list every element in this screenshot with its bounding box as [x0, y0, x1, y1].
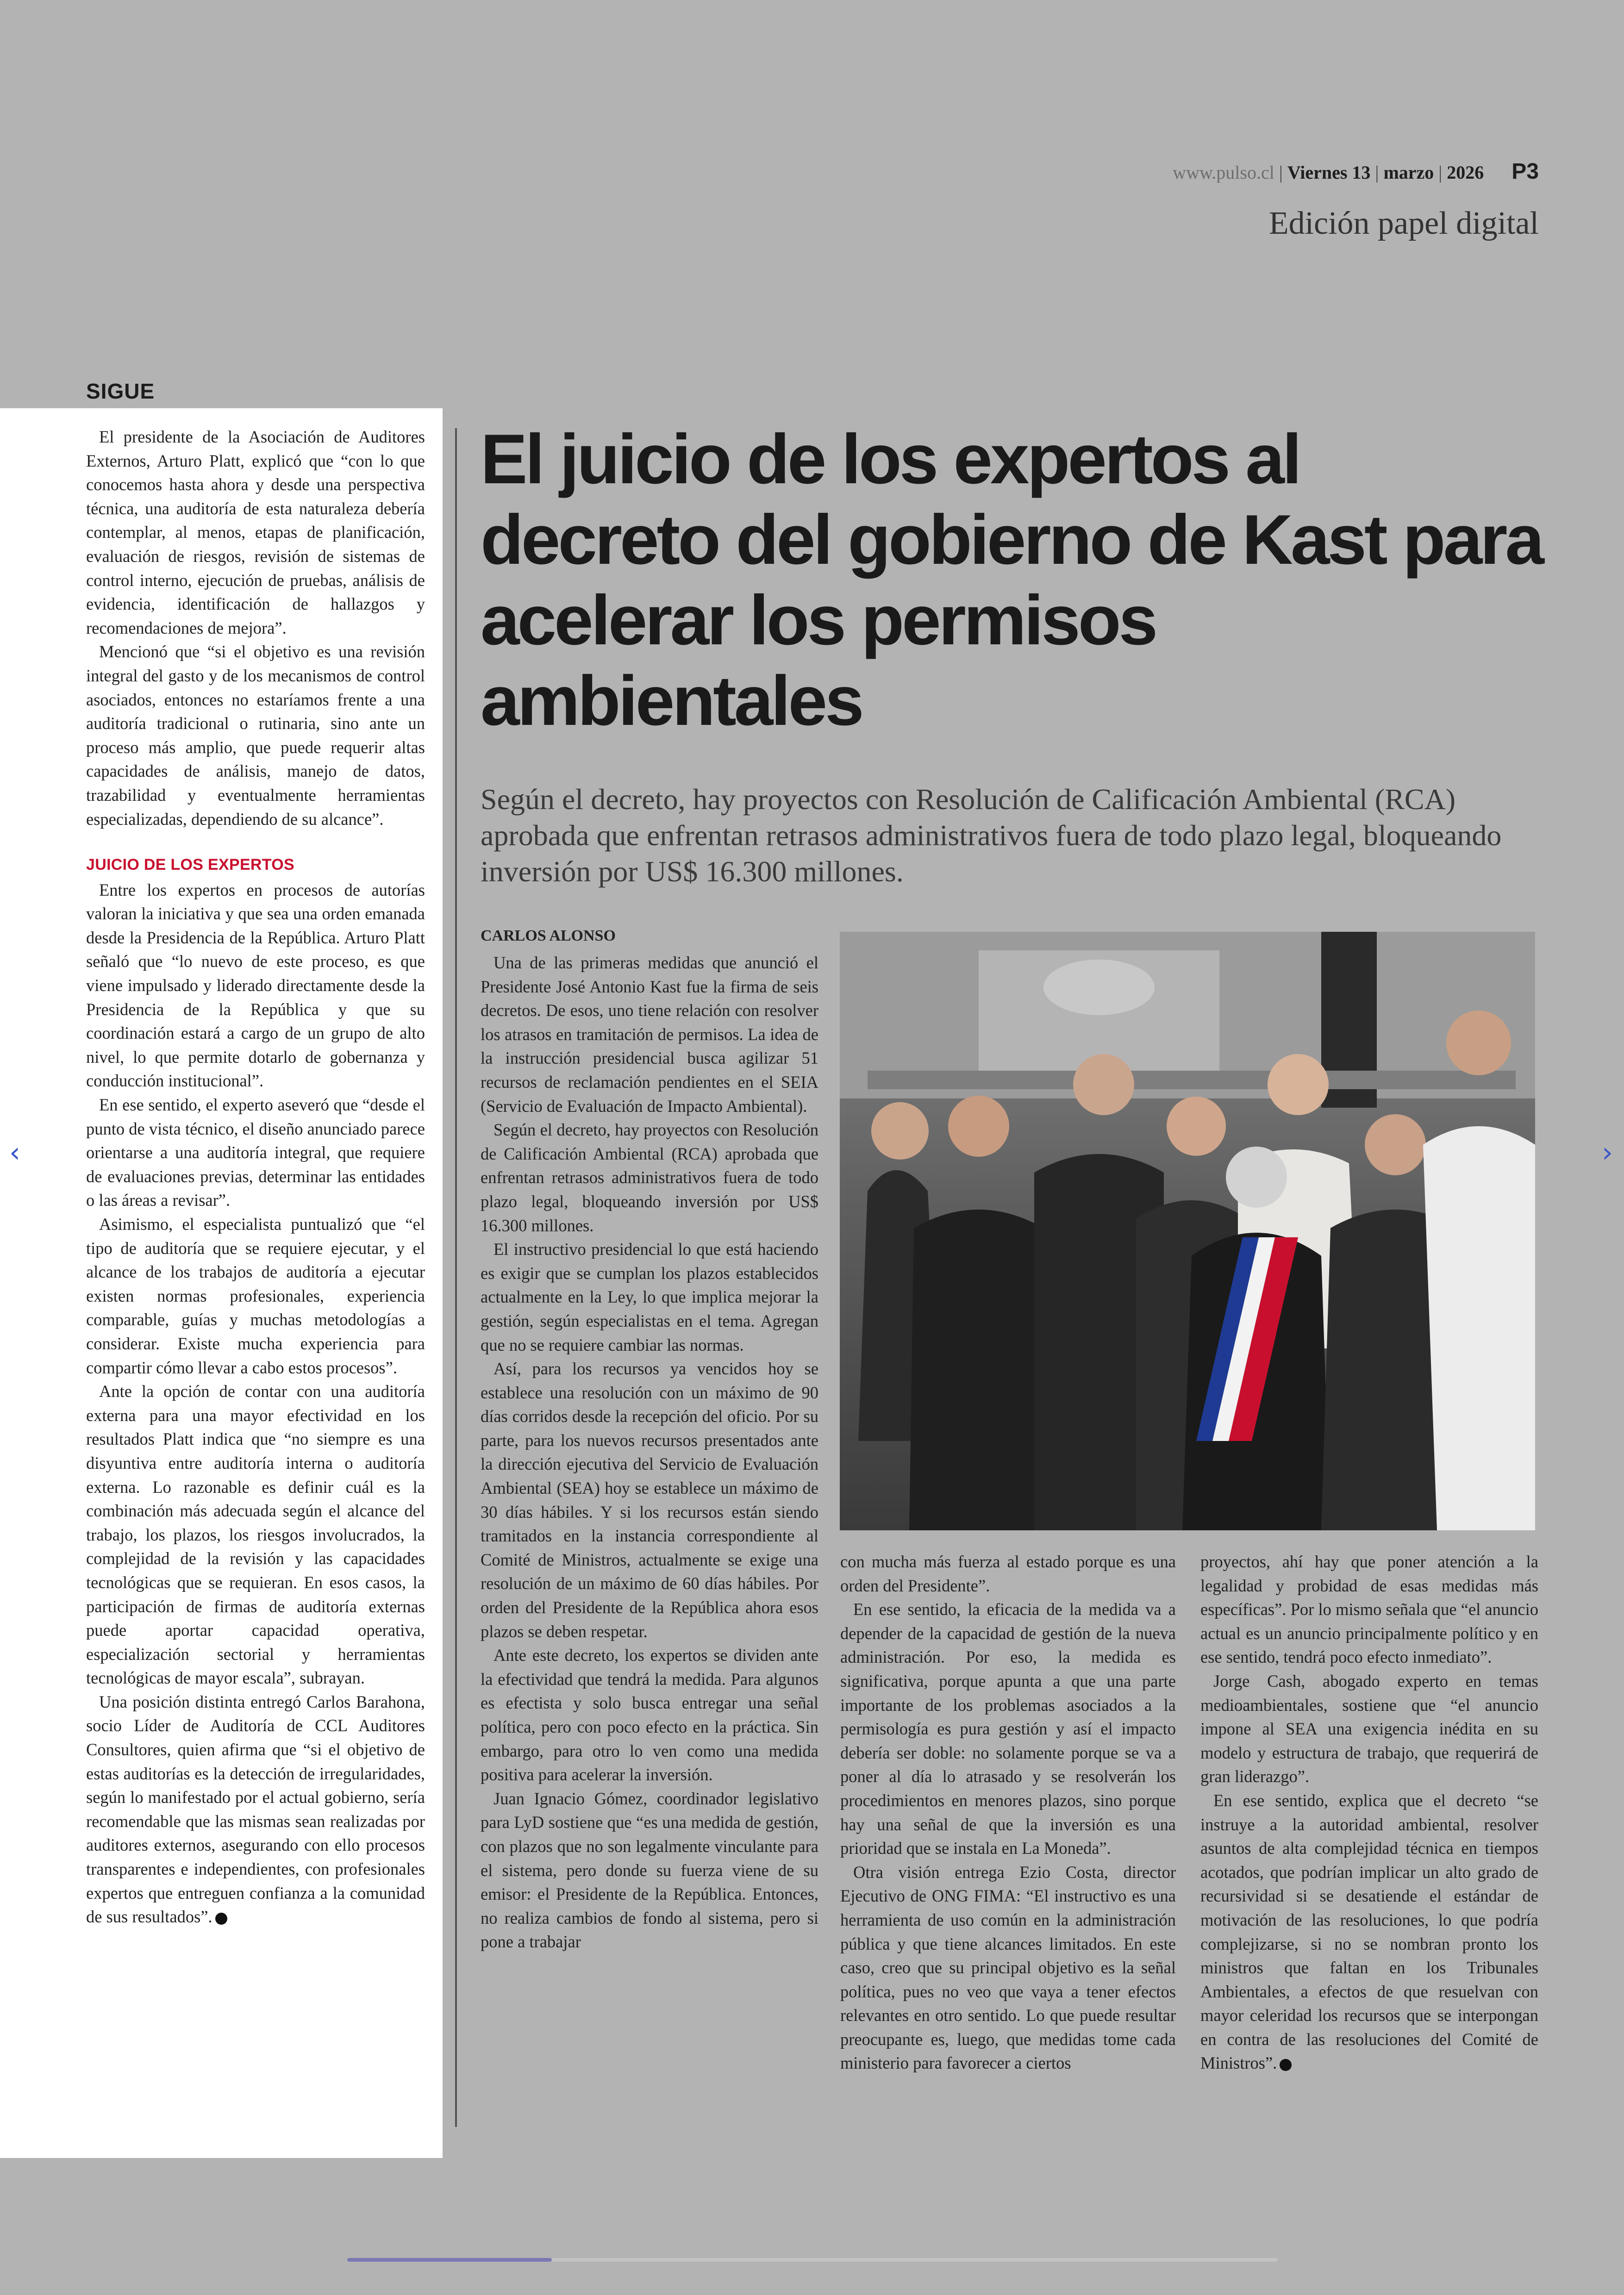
site-url[interactable]: www.pulso.cl — [1173, 162, 1274, 183]
article-column-2 — [840, 1550, 1176, 2142]
sidebar-paragraph: En ese sentido, el experto aseveró que “desde el punto de vista técnico, el diseño anunciado parece orientarse a una auditoría integral, que requiere de evaluaciones previas, determinar las entidades o las áreas a revisar”. — [86, 1095, 425, 1210]
page-header: www.pulso.cl | Viernes 13 | marzo | 2026 P3 — [1173, 159, 1539, 184]
sigue-label: SIGUE — [86, 379, 155, 403]
body-paragraph: En ese sentido, explica que el decreto “se instruye a la autoridad ambiental, resolver asuntos de alta complejidad técnica en tiempos acotados, que podrían implicar un alto grado de recursividad si se desatiende el estándar de motivación de las resoluciones, lo que podría complejizarse, si no se nombran pronto los ministros que faltan en los Tribunales Ambientales, a efectos de que resuelvan con mayor celeridad los recursos que se interpongan en contra de las resoluciones del Comité de Ministros”. — [1200, 1790, 1538, 2073]
page-progress-bar[interactable] — [347, 2258, 1278, 2262]
body-paragraph: Ante este decreto, los expertos se dividen ante la efectividad que tendrá la medida. Para algunos es efectista y solo busca entregar una señal política, pero con poco efecto en la práctica. Sin embargo, para otro lo ven como una medida positiva para acelerar la inversión. — [481, 1646, 818, 1784]
header-year: 2026 — [1447, 162, 1484, 183]
body-paragraph: proyectos, ahí hay que poner atención a la legalidad y probidad de esas medidas más específicas”. Por lo mismo señala que “el anuncio actual es un anuncio principalmente político y en ese sentido, tendrá poco efecto inmediato”. — [1200, 1552, 1538, 1667]
end-mark-icon — [1280, 2059, 1292, 2071]
sidebar-paragraph: Ante la opción de contar con una auditoría externa para una mayor efectividad en los resultados Platt indica que “no siempre es una disyuntiva entre auditoría interna o auditoría externa. Lo razonable es definir cuál es la combinación más adecuada según el alcance del trabajo, los plazos, los riesgos involucrados, la complejidad de la revisión y las capacidades tecnológicas que se requieran. En esos casos, la participación de firmas de auditoría externas puede aportar capacidad operativa, especialización sectorial y herramientas tecnológicas de mayor escala”, subrayan. — [86, 1382, 425, 1688]
next-page-icon[interactable]: › — [1602, 1136, 1613, 1169]
page-number: P3 — [1512, 159, 1539, 184]
article-column-1 — [481, 951, 818, 2136]
sidebar-paragraph: Mencionó que “si el objetivo es una revisión integral del gasto y de los mecanismos de control asociados, entonces no estaríamos frente a una auditoría tradicional o rutinaria, sino ante un proceso más amplio, que puede requerir altas capacidades de análisis, manejo de datos, trazabilidad y eventualmente herramientas especializadas, dependiendo de su alcance”. — [86, 642, 425, 829]
body-paragraph: con mucha más fuerza al estado porque es una orden del Presidente”. — [840, 1552, 1176, 1595]
body-paragraph: Jorge Cash, abogado experto en temas medioambientales, sostiene que “el anuncio impone al SEA una exigencia inédita en su modelo y estructura de trabajo, que requerirá de gran liderazgo”. — [1200, 1671, 1538, 1786]
article-photo — [840, 932, 1535, 1530]
header-day: Viernes 13 — [1287, 162, 1371, 183]
sidebar-paragraph: Una posición distinta entregó Carlos Barahona, socio Líder de Auditoría de CCL Auditores Consultores, quien afirma que “si el objetivo de estas auditorías es la detección de irregularidades, según lo manifestado por el actual gobierno, sería recomendable que las mismas sean realizadas por auditores externos, asegurando con ello procesos transparentes e independientes, con profesionales expertos que entreguen confianza a la comunidad de sus resultados”. — [86, 1692, 425, 1927]
end-mark-icon — [215, 1913, 227, 1925]
body-paragraph: Una de las primeras medidas que anunció el Presidente José Antonio Kast fue la firma de seis decretos. De esos, uno tiene relación con resolver los atrasos en tramitación de permisos. La idea de la instrucción presidencial busca agilizar 51 recursos de reclamación pendientes en el SEIA (Servicio de Evaluación de Impacto Ambiental). — [481, 953, 818, 1116]
body-paragraph: Otra visión entrega Ezio Costa, director Ejecutivo de ONG FIMA: “El instructivo es una herramienta de uso común en la administración pública y que tiene alcances limitados. En este caso, creo que su principal objetivo es la señal política, pues no veo que vaya a tener efectos relevantes en otro sentido. Lo que puede resultar preocupante es, luego, que medidas tome cada ministerio para favorecer a ciertos — [840, 1862, 1176, 2073]
body-paragraph: Así, para los recursos ya vencidos hoy se establece una resolución con un máximo de 90 días corridos desde la recepción del oficio. Por su parte, para los nuevos recursos presentados ante la dirección ejecutiva del Servicio de Evaluación Ambiental (SEA) hoy se establece un máximo de 30 días hábiles. Y si los recursos están siendo tramitados en la instancia correspondiente al Comité de Ministros, actualmente se exige una resolución de un máximo de 60 días hábiles. Por orden del Presidente de la República ahora esos plazos se deben respetar. — [481, 1359, 818, 1641]
prev-page-icon[interactable]: ‹ — [9, 1136, 20, 1169]
body-paragraph: Juan Ignacio Gómez, coordinador legislativo para LyD sostiene que “es una medida de gestión, con plazos que no son legalmente vinculante para el sistema, pero donde su fuerza viene de su emisor: el Presidente de la República. Entonces, no realiza cambios de fondo al sistema, pero si pone a trabajar — [481, 1789, 818, 1952]
body-paragraph: El instructivo presidencial lo que está haciendo es exigir que se cumplan los plazos establecidos actualmente en la Ley, lo que implica mejorar la gestión, según especialistas en el tema. Agregan que no se requiere cambiar las normas. — [481, 1240, 818, 1354]
article-column-3 — [1200, 1550, 1538, 2142]
body-paragraph: En ese sentido, la eficacia de la medida va a depender de la capacidad de gestión de la nueva administración. Por eso, la medida es significativa, porque apunta a que una parte importante de los problemas asociados a la permisología es pura gestión y así el impacto debería ser doble: no solamente porque se va a poner al día lo atrasado y se resolverán los procedimientos en menores plazos, sino porque hay una señal de que la inversión es una prioridad que se instala en La Moneda”. — [840, 1600, 1176, 1858]
sidebar-paragraph: Asimismo, el especialista puntualizó que “el tipo de auditoría que se requiere ejecutar, y el alcance de los trabajos de auditoría a ejecutar existen normas profesionales, experiencia comparable, guías y muchas metodologías a considerar. Existe mucha experiencia para compartir cómo llevar a cabo estos procesos”. — [86, 1215, 425, 1377]
header-month: marzo — [1383, 162, 1434, 183]
section-subhead: JUICIO DE LOS EXPERTOS — [86, 856, 294, 874]
article-title: El juicio de los expertos al decreto del gobierno de Kast para acelerar los permisos ambientales — [481, 420, 1542, 740]
edition-label: Edición papel digital — [1268, 206, 1539, 241]
column-divider — [455, 428, 457, 2127]
page-progress-fill — [347, 2258, 552, 2262]
sidebar-paragraph: El presidente de la Asociación de Auditores Externos, Arturo Platt, explicó que “con lo que conocemos hasta ahora y desde una perspectiva técnica, una auditoría de esta naturaleza debería contemplar, al menos, etapas de planificación, evaluación de riesgos, revisión de sistemas de control interno, ejecución de pruebas, análisis de evidencia, identificación de hallazgos y recomendaciones de mejora”. — [86, 427, 425, 637]
article-deck: Según el decreto, hay proyectos con Resolución de Calificación Ambiental (RCA) aprobada que enfrentan retrasos administrativos fuera de todo plazo legal, bloqueando inversión por US$ 16.300 millones. — [481, 783, 1502, 888]
continuation-column — [0, 408, 443, 2158]
body-paragraph: Según el decreto, hay proyectos con Resolución de Calificación Ambiental (RCA) aprobada que enfrentan retrasos administrativos fuera de todo plazo legal, bloqueando inversión por US$ 16.300 millones. — [481, 1120, 818, 1235]
byline: CARLOS ALONSO — [481, 927, 616, 944]
sidebar-paragraph: Entre los expertos en procesos de autorías valoran la iniciativa y que sea una orden emanada desde la Presidencia de la República. Arturo Platt señaló que “lo nuevo de este proceso, es que viene impulsado y liderado directamente desde la Presidencia de la República y que su coordinación estará a cargo de un grupo de alto nivel, lo que permite dotarlo de gobernanza y conducción institucional”. — [86, 880, 425, 1091]
photo-illustration — [840, 932, 1535, 1530]
